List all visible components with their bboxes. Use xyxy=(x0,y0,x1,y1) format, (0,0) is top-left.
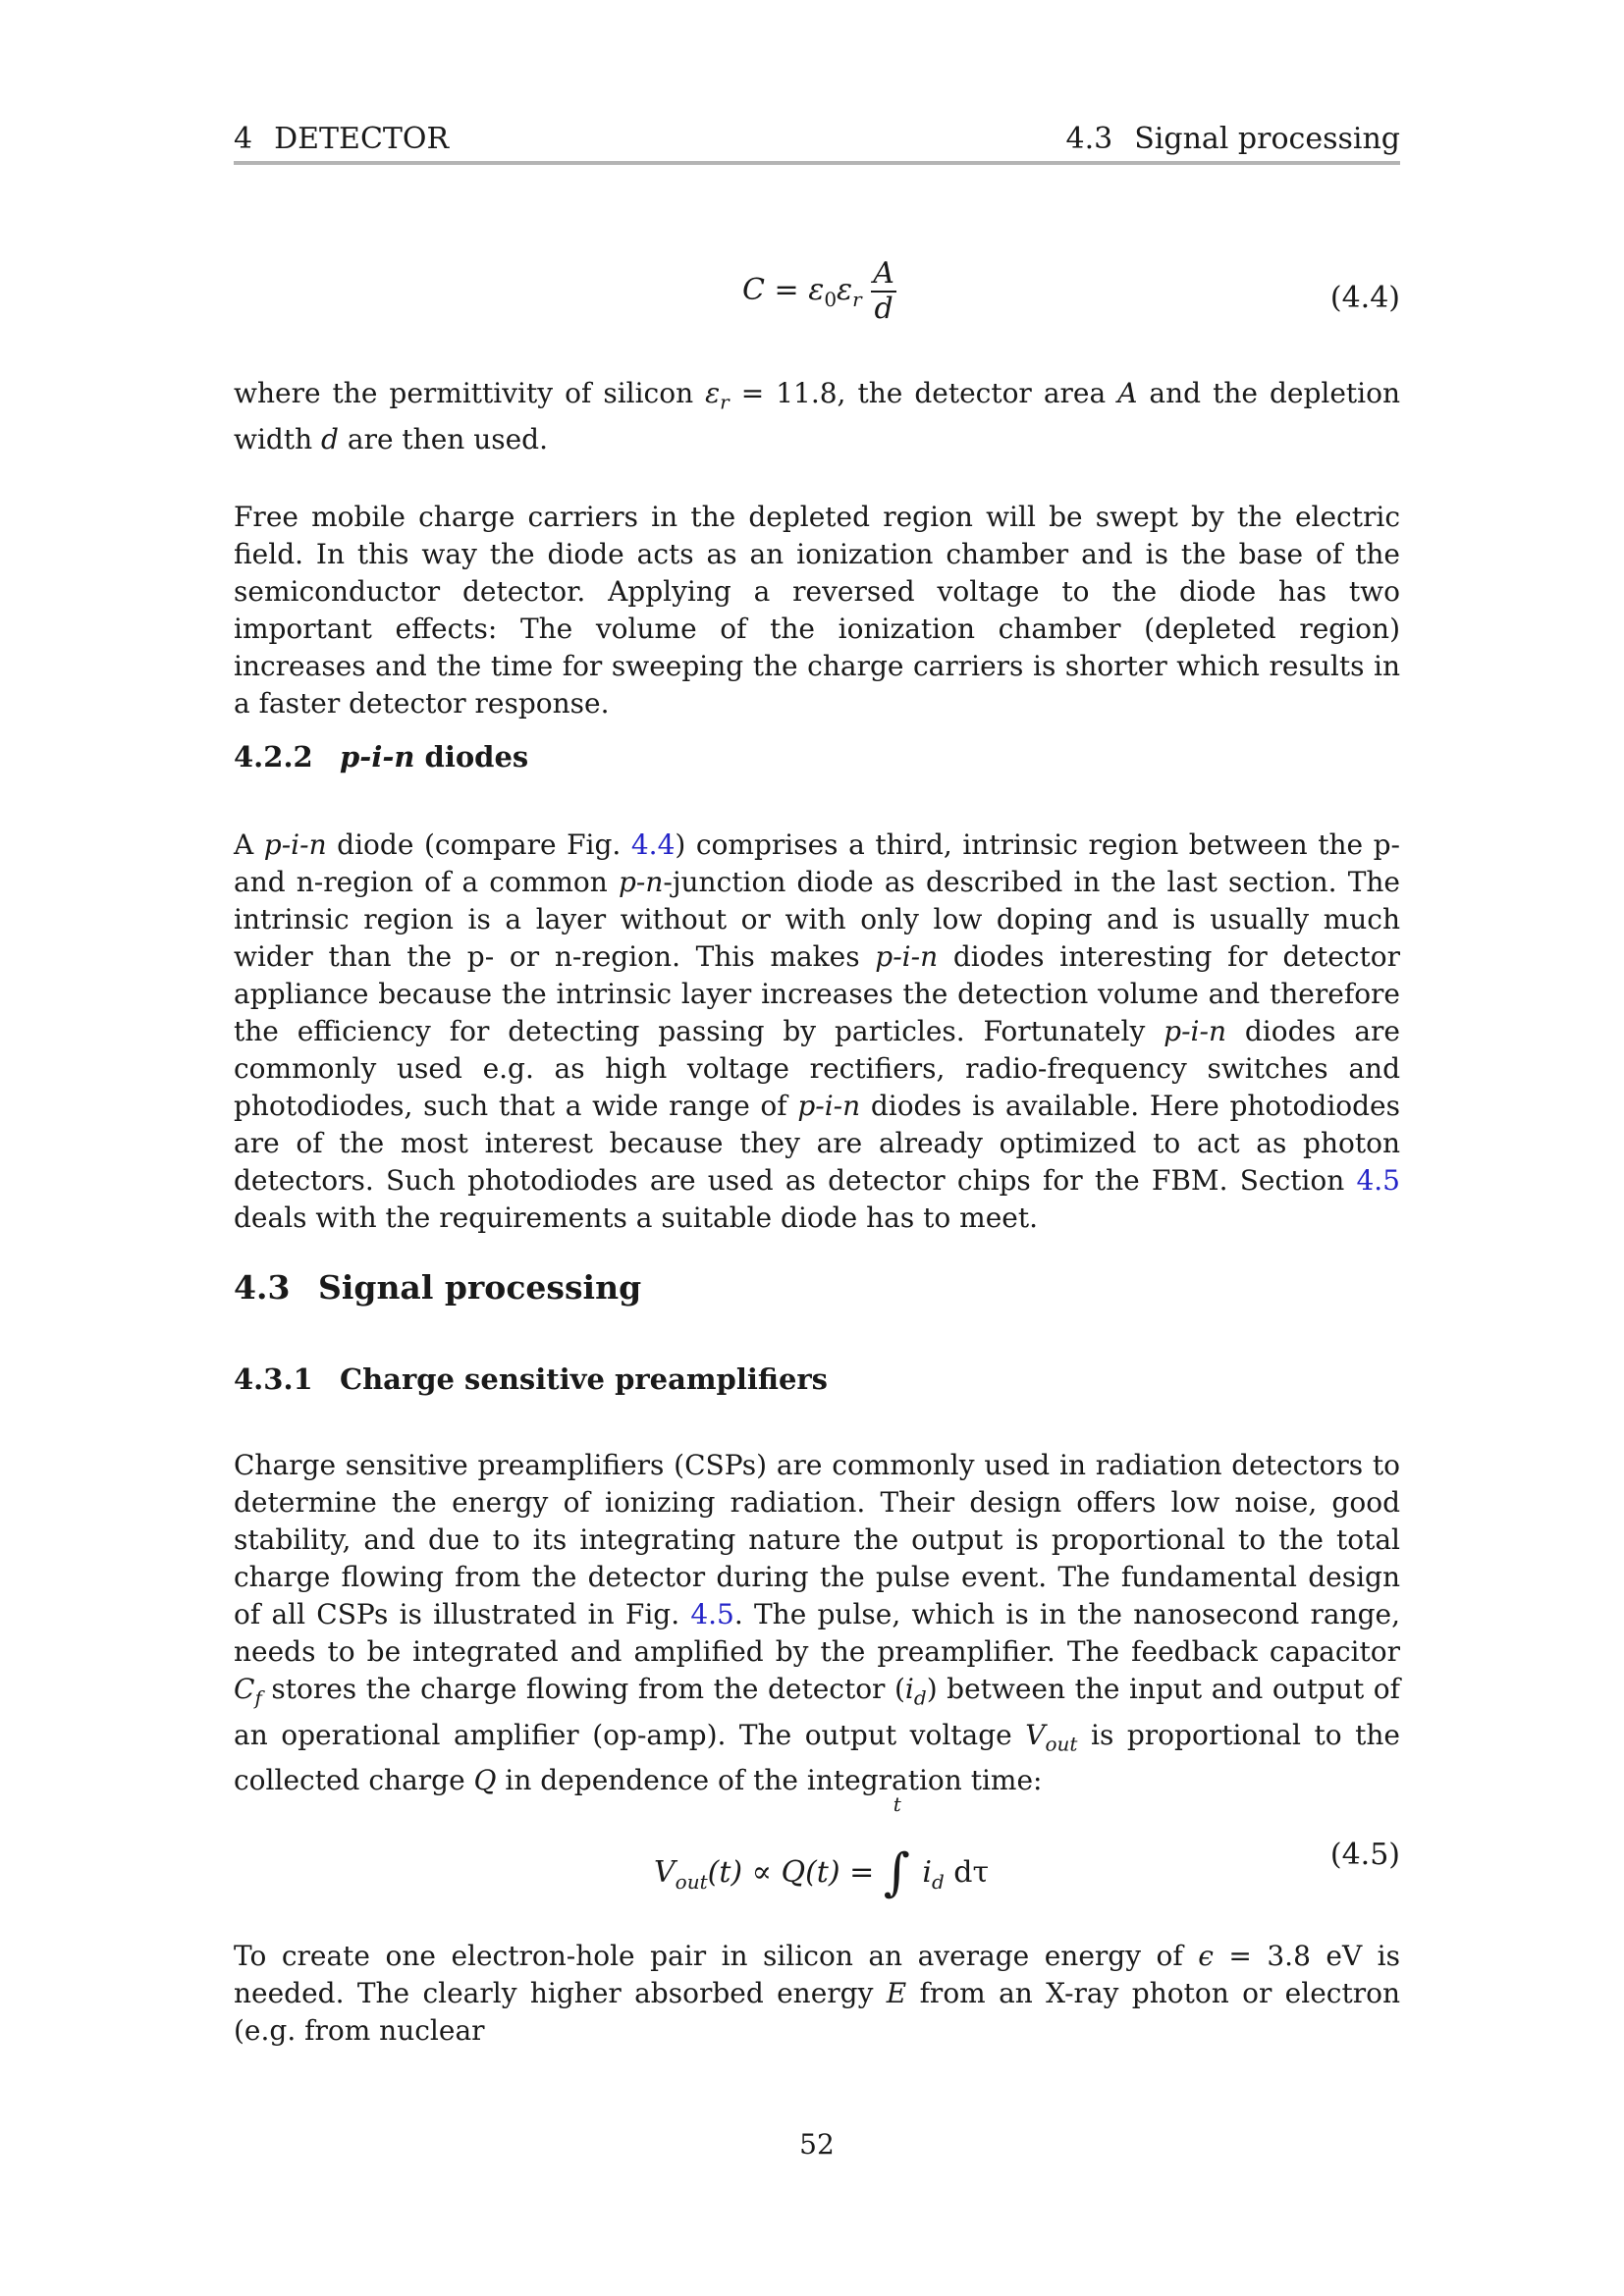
figure-link[interactable]: 4.5 xyxy=(690,1598,734,1630)
equation-number: (4.5) xyxy=(1329,1838,1400,1872)
figure-link[interactable]: 4.4 xyxy=(630,828,676,861)
equation-4-4-body: $C = \varepsilon_0\varepsilon_r$ $\frac{A}{d}$ xyxy=(742,256,894,326)
paragraph: A p-i-n diode (compare Fig. 4.4) comprises a third, intrinsic region between the p- and n-region of a common p-n-junction diode as described in the last section. The intrinsic region is a layer without or with only low doping and is usually much wider than the p- or n-region. This makes p-i-n diodes interesting for detector appliance because the intrinsic layer increases the detection volume and therefore the efficiency for detecting passing by particles. Fortunately p-i-n diodes are commonly used e.g. as high voltage rectifiers, radio-frequency switches and photodiodes, such that a wide range of p-i-n diodes is available. Here photodiodes are of the most interest because they are already optimized to act as photon detectors. Such photodiodes are used as detector chips for the FBM. Section 4.5 deals with the requirements a suitable diode has to meet. xyxy=(234,828,1401,1234)
header-section: 4.3 Signal processing xyxy=(1065,122,1400,156)
equation-4-4 xyxy=(234,257,1400,336)
running-header xyxy=(234,118,1400,165)
page xyxy=(234,0,1400,2296)
subsection-heading: 4.2.2 p-i-n diodes xyxy=(234,740,529,774)
equation-4-5-body: $V_{out}(t) \propto Q(t)$ = t ∫ $i_d$ dτ xyxy=(654,1792,990,1902)
paragraph: Charge sensitive preamplifiers (CSPs) are commonly used in radiation detectors to determine the energy of ionizing radiation. Their design offers low noise, good stability, and due to its integrating nature the output is proportional to the total charge flowing from the detector during the pulse event. The fundamental design of all CSPs is illustrated in Fig. 4.5. The pulse, which is in the nanosecond range, needs to be integrated and amplified by the preamplifier. The feedback capacitor $C_f$ stores the charge flowing from the detector $(i_d)$ between the input and output of an operational amplifier (op-amp). The output voltage $V_{out}$ is proportional to the collected charge Q in dependence of the integration time: xyxy=(234,1449,1400,1797)
equation-4-5 xyxy=(234,1792,1400,1912)
page-number: 52 xyxy=(799,2128,835,2161)
paragraph: To create one electron-hole pair in silicon an average energy of ϵ = 3.8 eV is needed. The clearly higher absorbed energy E from an X-ray photon or electron (e.g. from nuclear xyxy=(234,1940,1400,2047)
header-chapter: 4 DETECTOR xyxy=(234,122,450,156)
subsection-heading: 4.3.1 Charge sensitive preamplifiers xyxy=(234,1362,829,1396)
integral: t ∫ xyxy=(883,1792,910,1902)
section-link[interactable]: 4.5 xyxy=(1356,1164,1400,1197)
section-heading: 4.3 Signal processing xyxy=(234,1268,642,1307)
equation-number: (4.4) xyxy=(1329,281,1400,315)
paragraph: where the permittivity of silicon $\varepsilon_r = 11.8$, the detector area A and the depletion width d are then used. xyxy=(234,377,1400,455)
paragraph: Free mobile charge carriers in the depleted region will be swept by the electric field. In this way the diode acts as an ionization chamber and is the base of the semiconductor detector. Applying a reversed voltage to the diode has two important effects: The volume of the ionization chamber (depleted region) increases and the time for sweeping the charge carriers is shorter which results in a faster detector response. xyxy=(234,501,1400,720)
fraction: $\frac{A}{d}$ xyxy=(873,256,894,326)
